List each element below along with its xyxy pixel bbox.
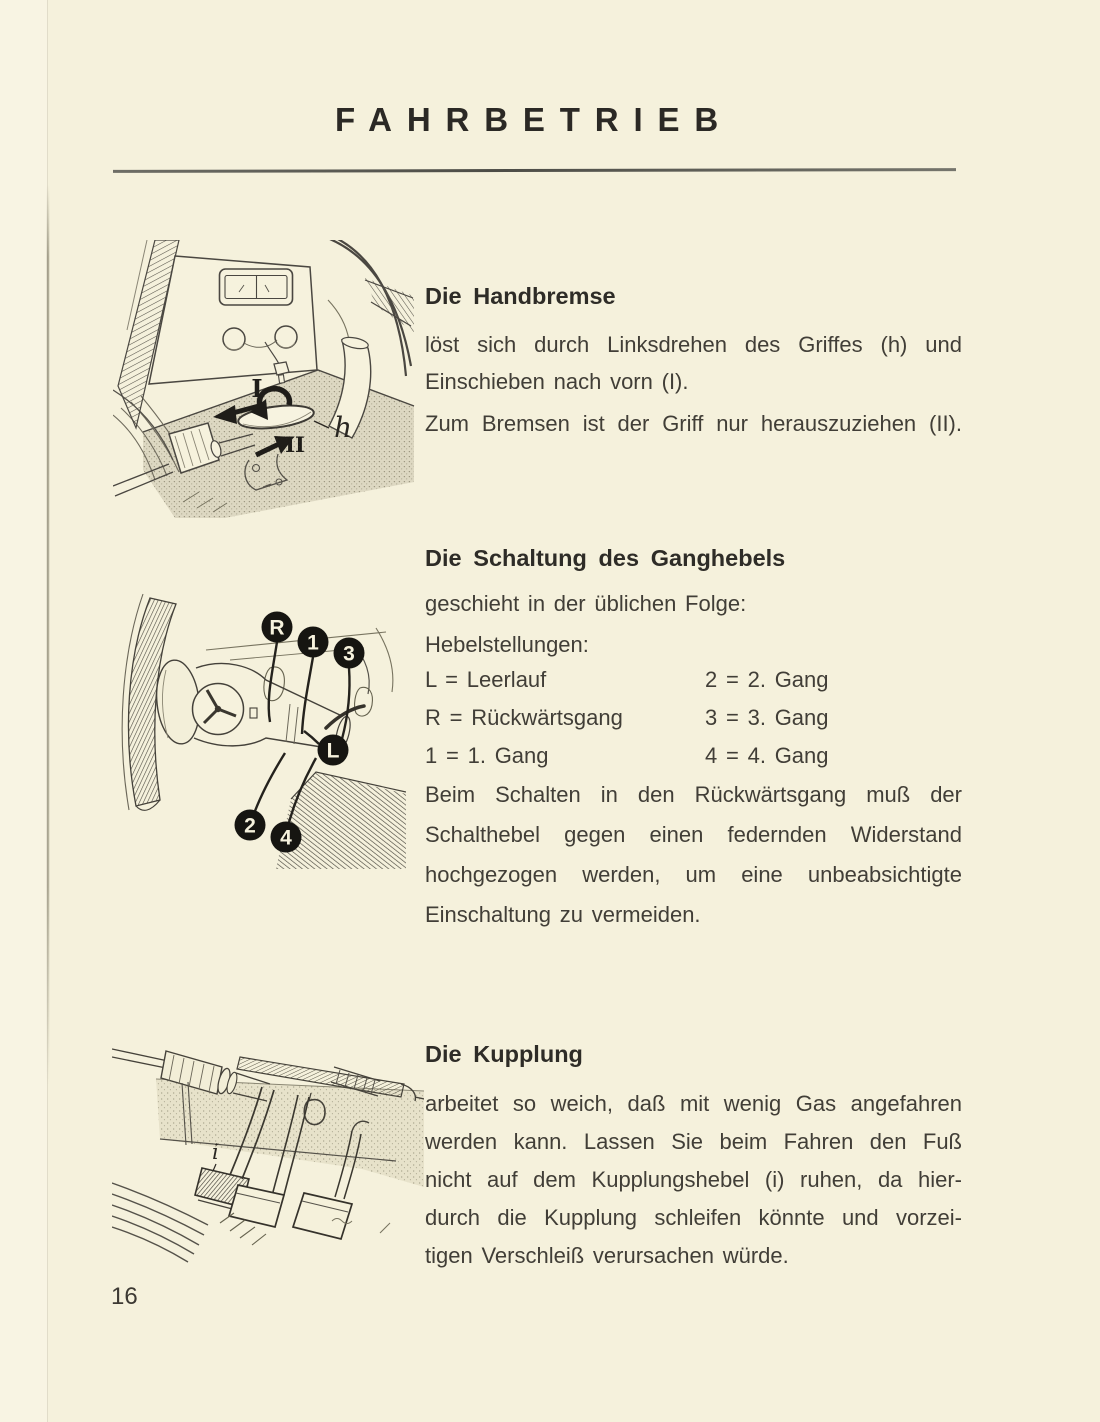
text-line: Einschaltung zu vermeiden. — [425, 902, 701, 927]
text-line: Hebelstellungen: — [425, 632, 589, 657]
text-line: tigen Verschleiß verursachen würde. — [425, 1243, 789, 1268]
svg-text:1: 1 — [307, 631, 319, 655]
text-line: hochgezogen werden, um eine unbeabsichtigte — [425, 862, 962, 887]
svg-text:2: 2 — [244, 814, 256, 838]
gear-marker-4 — [271, 822, 302, 853]
gear-table-cell: 1 = 1. Gang — [425, 743, 549, 768]
text-line: durch die Kupplung schleifen könnte und vorzei- — [425, 1205, 962, 1230]
text-line: Beim Schalten in den Rückwärtsgang muß der — [425, 782, 962, 807]
section-heading-schaltung: Die Schaltung des Ganghebels — [425, 545, 786, 571]
gear-table-cell: 4 = 4. Gang — [705, 743, 829, 768]
figure-gearshift — [114, 592, 406, 869]
svg-text:3: 3 — [343, 642, 355, 666]
text-line: Einschieben nach vorn (I). — [425, 369, 689, 394]
gear-table-cell: 2 = 2. Gang — [705, 667, 829, 692]
text-line: nicht auf dem Kupplungshebel (i) ruhen, da hier- — [425, 1167, 962, 1192]
accelerator-pedal-pad — [293, 1193, 352, 1239]
section-heading-kupplung: Die Kupplung — [425, 1041, 583, 1067]
text-line: geschieht in der üblichen Folge: — [425, 591, 747, 616]
dashboard — [149, 256, 317, 384]
svg-text:L: L — [326, 739, 340, 763]
label-roman-i: I — [251, 374, 263, 403]
text-line: Schalthebel gegen einen federnden Widerstand — [425, 822, 962, 847]
figure-pedals — [112, 1037, 424, 1274]
brake-pedal-pad — [229, 1185, 284, 1227]
label-h: h — [334, 411, 353, 444]
gear-table-cell: R = Rückwärtsgang — [425, 705, 623, 730]
gear-marker-3 — [334, 638, 365, 669]
page-title: FAHRBETRIEB — [334, 101, 734, 138]
gear-table-cell: L = Leerlauf — [425, 667, 547, 692]
gear-marker-1 — [298, 627, 329, 658]
title-rule — [113, 168, 956, 172]
label-i: i — [212, 1140, 219, 1164]
section-heading-handbremse: Die Handbremse — [425, 283, 616, 309]
gear-marker-2 — [235, 810, 266, 841]
page-number: 16 — [111, 1283, 138, 1310]
scan-fold-line — [47, 185, 49, 1085]
svg-text:R: R — [269, 616, 285, 640]
scan-left-margin — [0, 0, 48, 1422]
gear-table-cell: 3 = 3. Gang — [705, 705, 829, 730]
gear-marker-l — [318, 735, 349, 766]
text-line: löst sich durch Linksdrehen des Griffes (h) und — [425, 332, 962, 357]
svg-text:4: 4 — [280, 826, 292, 850]
text-line: Zum Bremsen ist der Griff nur herauszuziehen (II). — [425, 411, 962, 436]
seat-shadow — [276, 772, 406, 869]
label-roman-ii: II — [285, 432, 305, 457]
text-line: werden kann. Lassen Sie beim Fahren den Fuß — [425, 1129, 962, 1154]
figure-handbrake — [113, 240, 415, 518]
text-line: arbeitet so weich, daß mit wenig Gas angefahren — [425, 1091, 962, 1116]
gear-marker-r — [262, 612, 293, 643]
